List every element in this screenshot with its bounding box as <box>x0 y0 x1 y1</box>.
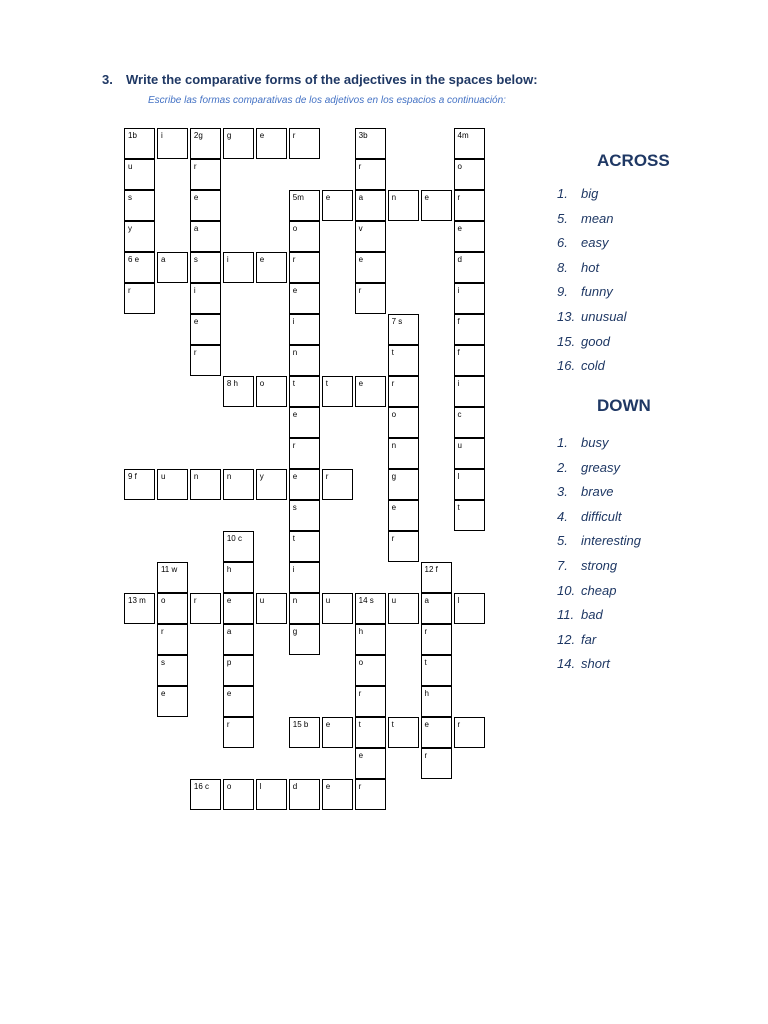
crossword-cell[interactable]: r <box>190 159 221 190</box>
clue-number: 8. <box>557 259 568 275</box>
crossword-cell[interactable]: o <box>454 159 485 190</box>
crossword-cell[interactable]: r <box>289 438 320 469</box>
crossword-cell[interactable]: 1b <box>124 128 155 159</box>
crossword-cell[interactable]: o <box>388 407 419 438</box>
crossword-cell[interactable]: e <box>256 128 287 159</box>
crossword-cell[interactable]: o <box>256 376 287 407</box>
crossword-cell[interactable]: r <box>190 593 221 624</box>
clue-word: cheap <box>581 582 617 598</box>
crossword-cell[interactable]: l <box>256 779 287 810</box>
crossword-cell[interactable]: r <box>124 283 155 314</box>
clue-number: 2. <box>557 459 568 475</box>
crossword-cell[interactable]: 11 w <box>157 562 188 593</box>
crossword-cell[interactable]: p <box>223 655 254 686</box>
clue-word: greasy <box>581 459 621 475</box>
crossword-cell[interactable]: 8 h <box>223 376 254 407</box>
crossword-cell[interactable]: e <box>289 283 320 314</box>
crossword-cell[interactable]: t <box>322 376 353 407</box>
crossword-cell[interactable]: g <box>388 469 419 500</box>
down-clue <box>557 532 641 557</box>
clue-word: good <box>581 333 610 349</box>
crossword-cell[interactable]: n <box>289 593 320 624</box>
across-clue <box>557 259 627 284</box>
crossword-cell[interactable]: e <box>223 593 254 624</box>
crossword-cell[interactable]: h <box>421 686 452 717</box>
across-title: ACROSS <box>597 151 670 170</box>
crossword-cell[interactable]: s <box>289 500 320 531</box>
clue-number: 5. <box>557 210 568 226</box>
clue-number: 5. <box>557 533 568 549</box>
crossword-cell[interactable]: v <box>355 221 386 252</box>
crossword-cell[interactable]: t <box>355 717 386 748</box>
clue-word: busy <box>581 435 609 450</box>
crossword-cell[interactable]: 2g <box>190 128 221 159</box>
crossword-cell[interactable]: e <box>355 748 386 779</box>
crossword-cell[interactable]: e <box>190 314 221 345</box>
exercise-number: 3. <box>102 72 113 87</box>
crossword-cell[interactable]: a <box>223 624 254 655</box>
crossword-cell[interactable]: n <box>289 345 320 376</box>
down-clue <box>557 508 641 533</box>
down-clue <box>557 606 641 631</box>
clue-number: 16. <box>557 358 576 374</box>
crossword-cell[interactable]: n <box>388 438 419 469</box>
down-clue <box>557 459 641 484</box>
crossword-cell[interactable]: t <box>454 500 485 531</box>
crossword-cell[interactable]: d <box>454 252 485 283</box>
crossword-cell[interactable]: y <box>124 221 155 252</box>
crossword-cell[interactable]: r <box>322 469 353 500</box>
crossword-cell[interactable]: o <box>355 655 386 686</box>
down-clue <box>557 557 641 582</box>
crossword-cell[interactable]: u <box>256 593 287 624</box>
crossword-cell[interactable]: i <box>289 562 320 593</box>
crossword-cell[interactable]: i <box>223 252 254 283</box>
down-clue <box>557 655 641 680</box>
crossword-cell[interactable]: s <box>157 655 188 686</box>
clue-word: interesting <box>581 533 641 549</box>
crossword-cell[interactable]: d <box>289 779 320 810</box>
clue-number: 11. <box>557 607 575 623</box>
clue-number: 14. <box>557 656 576 672</box>
crossword-cell[interactable]: 6 e <box>124 252 155 283</box>
clue-word: cold <box>581 358 605 374</box>
down-clue <box>557 483 641 508</box>
crossword-cell[interactable]: 5m <box>289 190 320 221</box>
across-clue-list <box>557 185 627 382</box>
crossword-cell[interactable]: 9 f <box>124 469 155 500</box>
clue-number: 3. <box>557 484 568 500</box>
crossword-cell[interactable]: 15 b <box>289 717 320 748</box>
crossword-cell[interactable]: u <box>157 469 188 500</box>
crossword-cell[interactable]: e <box>289 469 320 500</box>
crossword-cell[interactable]: r <box>388 376 419 407</box>
crossword-cell[interactable]: r <box>289 252 320 283</box>
crossword-cell[interactable]: h <box>223 562 254 593</box>
exercise-instruction-spanish: Escribe las formas comparativas de los adjetivos en los espacios a continuación: <box>148 95 506 106</box>
crossword-cell[interactable]: e <box>157 686 188 717</box>
clue-number: 6. <box>557 235 568 251</box>
crossword-cell[interactable]: t <box>388 345 419 376</box>
crossword-cell[interactable]: e <box>223 686 254 717</box>
crossword-cell[interactable]: r <box>421 748 452 779</box>
crossword-cell[interactable]: o <box>157 593 188 624</box>
crossword-cell[interactable]: l <box>454 469 485 500</box>
crossword-cell[interactable]: a <box>190 221 221 252</box>
down-clue <box>557 631 641 656</box>
crossword-cell[interactable]: e <box>355 376 386 407</box>
down-clue <box>557 582 641 607</box>
crossword-cell[interactable]: r <box>454 717 485 748</box>
clue-number: 10. <box>557 582 576 598</box>
clue-number: 1. <box>557 435 568 450</box>
across-clue <box>557 234 627 259</box>
across-clue <box>557 283 627 308</box>
crossword-cell[interactable]: o <box>289 221 320 252</box>
crossword-cell[interactable]: r <box>355 686 386 717</box>
crossword-cell[interactable]: r <box>421 624 452 655</box>
crossword-cell[interactable]: e <box>256 252 287 283</box>
clue-word: mean <box>581 210 614 226</box>
crossword-cell[interactable]: t <box>289 376 320 407</box>
clue-number: 4. <box>557 508 568 524</box>
clue-word: short <box>581 656 610 672</box>
crossword-cell[interactable]: e <box>322 190 353 221</box>
crossword-cell[interactable]: n <box>190 469 221 500</box>
crossword-cell[interactable]: h <box>355 624 386 655</box>
crossword-cell[interactable]: e <box>289 407 320 438</box>
crossword-cell[interactable]: r <box>388 531 419 562</box>
crossword-cell[interactable]: n <box>223 469 254 500</box>
exercise-instruction: Write the comparative forms of the adjectives in the spaces below: <box>126 72 538 87</box>
crossword-cell[interactable]: e <box>421 717 452 748</box>
clue-word: difficult <box>581 508 622 524</box>
crossword-cell[interactable]: 10 c <box>223 531 254 562</box>
clue-number: 12. <box>557 631 576 647</box>
clue-word: easy <box>581 235 609 251</box>
across-clue <box>557 308 627 333</box>
crossword-cell[interactable]: e <box>355 252 386 283</box>
crossword-cell[interactable]: u <box>322 593 353 624</box>
crossword-cell[interactable]: 3b <box>355 128 386 159</box>
across-clue <box>557 210 627 235</box>
crossword-cell[interactable]: e <box>388 500 419 531</box>
crossword-cell[interactable]: a <box>421 593 452 624</box>
clue-number: 15. <box>557 333 576 349</box>
crossword-cell[interactable]: i <box>454 376 485 407</box>
crossword-cell[interactable]: i <box>289 314 320 345</box>
down-title: DOWN <box>597 396 651 415</box>
crossword-cell[interactable]: r <box>355 159 386 190</box>
crossword-cell[interactable]: 12 f <box>421 562 452 593</box>
crossword-cell[interactable]: r <box>355 283 386 314</box>
crossword-cell[interactable]: r <box>157 624 188 655</box>
crossword-cell[interactable]: e <box>190 190 221 221</box>
crossword-cell[interactable]: 4m <box>454 128 485 159</box>
crossword-cell[interactable]: r <box>454 190 485 221</box>
crossword-cell[interactable]: i <box>190 283 221 314</box>
crossword-cell[interactable]: t <box>289 531 320 562</box>
crossword-cell[interactable]: e <box>421 190 452 221</box>
crossword-cell[interactable]: g <box>289 624 320 655</box>
crossword-cell[interactable]: g <box>223 128 254 159</box>
across-clue <box>557 185 627 210</box>
down-clue <box>557 434 641 459</box>
clue-word: unusual <box>581 308 627 324</box>
crossword-cell[interactable]: o <box>223 779 254 810</box>
crossword-cell[interactable]: 13 m <box>124 593 155 624</box>
crossword-cell[interactable]: r <box>289 128 320 159</box>
clue-word: strong <box>581 557 618 573</box>
down-clue-list <box>557 434 641 680</box>
crossword-cell[interactable]: a <box>355 190 386 221</box>
clue-word: far <box>581 631 597 647</box>
crossword-cell[interactable]: u <box>124 159 155 190</box>
crossword-cell[interactable]: y <box>256 469 287 500</box>
crossword-cell[interactable]: 14 s <box>355 593 386 624</box>
crossword-cell[interactable]: r <box>223 717 254 748</box>
clue-word: hot <box>581 259 600 275</box>
crossword-cell[interactable]: l <box>454 593 485 624</box>
crossword-cell[interactable]: r <box>190 345 221 376</box>
clue-number: 13. <box>557 308 576 324</box>
across-clue <box>557 357 627 382</box>
crossword-cell[interactable]: r <box>355 779 386 810</box>
crossword-cell[interactable]: u <box>388 593 419 624</box>
clue-number: 1. <box>557 186 568 201</box>
crossword-cell[interactable]: 16 c <box>190 779 221 810</box>
clue-word: big <box>581 186 599 201</box>
clue-word: funny <box>581 284 613 300</box>
crossword-cell[interactable]: f <box>454 314 485 345</box>
crossword-cell[interactable]: s <box>124 190 155 221</box>
crossword-cell[interactable]: e <box>322 779 353 810</box>
crossword-cell[interactable]: i <box>157 128 188 159</box>
across-clue <box>557 333 627 358</box>
crossword-cell[interactable]: t <box>421 655 452 686</box>
clue-word: bad <box>581 607 603 623</box>
crossword-cell[interactable]: a <box>157 252 188 283</box>
crossword-cell[interactable]: 7 s <box>388 314 419 345</box>
crossword-cell[interactable]: i <box>454 283 485 314</box>
clue-word: brave <box>581 484 614 500</box>
crossword-cell[interactable]: e <box>322 717 353 748</box>
crossword-cell[interactable]: u <box>454 438 485 469</box>
crossword-cell[interactable]: s <box>190 252 221 283</box>
crossword-cell[interactable]: e <box>454 221 485 252</box>
crossword-cell[interactable]: f <box>454 345 485 376</box>
crossword-cell[interactable]: n <box>388 190 419 221</box>
crossword-cell[interactable]: t <box>388 717 419 748</box>
clue-number: 7. <box>557 557 568 573</box>
crossword-cell[interactable]: c <box>454 407 485 438</box>
clue-number: 9. <box>557 284 568 300</box>
